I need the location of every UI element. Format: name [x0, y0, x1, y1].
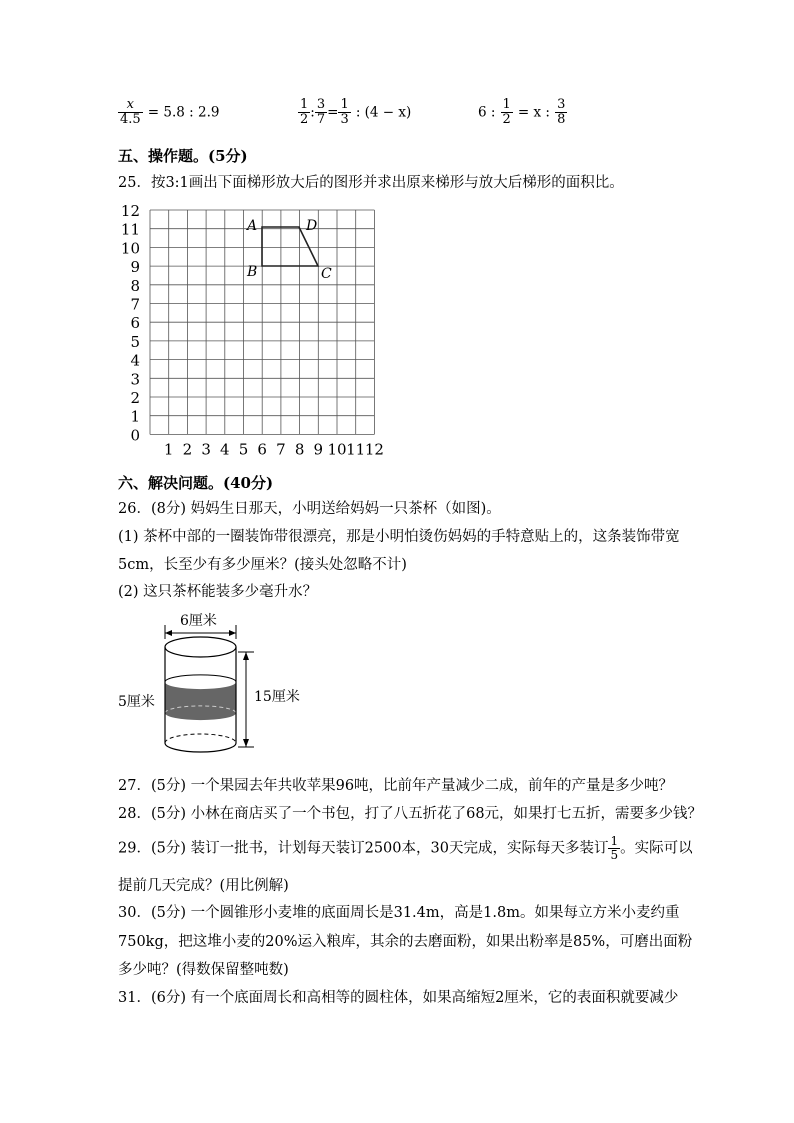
question-26-line4: (2) 这只茶杯能装多少毫升水？ [118, 584, 318, 600]
x-tick-label: 3 [201, 440, 211, 459]
question-26-line1: 26．(8分) 妈妈生日那天，小明送给妈妈一只茶杯（如图)。 [118, 501, 501, 517]
section-5-heading: 五、操作题。(5分) [118, 147, 248, 165]
y-tick-label: 4 [130, 351, 140, 370]
x-tick-label: 2 [182, 440, 193, 459]
question-29-line1: 29．(5分) 装订一批书，计划每天装订2500本，30天完成，实际每天多装订 $\frac{1}{5}$ 。实际可以 [118, 834, 693, 862]
y-tick-label: 5 [130, 332, 140, 351]
section-6-heading: 六、解决问题。(40分) [118, 474, 274, 492]
x-tick-label: 1 [163, 440, 174, 459]
question-26-line2: (1) 茶杯中部的一圈装饰带很漂亮，那是小明怕烫伤妈妈的手特意贴上的，这条装饰带宽 [118, 529, 680, 545]
question-27: 27．(5分) 一个果园去年共收苹果96吨，比前年产量减少二成，前年的产量是多少吨？ [118, 778, 674, 794]
equation-rest: = 5.8 : 2.9 [147, 104, 220, 121]
x-tick-label: 8 [294, 440, 305, 459]
y-tick-label: 1 [130, 407, 140, 426]
x-tick-label: 7 [276, 440, 286, 459]
cup-height-label: 15厘米 [254, 689, 300, 705]
y-tick-label: 10 [120, 239, 140, 258]
question-30-line1: 30．(5分) 一个圆锥形小麦堆的底面周长是31.4m，高是1.8m。如果每立方米小麦约重 [118, 905, 680, 921]
coordinate-grid [118, 198, 398, 463]
question-28: 28．(5分) 小林在商店买了一个书包，打了八五折花了68元，如果打七五折，需要多少钱？ [118, 806, 703, 822]
question-30-line3: 多少吨？(得数保留整吨数) [118, 962, 289, 978]
x-tick-label: 11 [346, 440, 366, 459]
y-tick-label: 3 [130, 370, 140, 389]
equation-3: 6 : $\frac{1}{2}$ = x : $\frac{3}{8}$ [478, 97, 566, 127]
question-30-line2: 750kg，把这堆小麦的20%运入粮库，其余的去磨面粉，如果出粉率是85%，可磨出面粉 [118, 934, 693, 950]
x-tick-label: 10 [327, 440, 347, 459]
x-tick-label: 5 [238, 440, 249, 459]
cup-width-label: 6厘米 [180, 613, 217, 629]
band-width-label: 5厘米 [118, 694, 155, 710]
y-tick-label: 2 [130, 389, 140, 407]
point-a-label: A [247, 218, 258, 234]
decor-band [165, 682, 236, 720]
y-tick-label: 11 [120, 220, 140, 239]
x-tick-label: 12 [364, 440, 384, 459]
question-31: 31．(6分) 有一个底面周长和高相等的圆柱体，如果高缩短2厘米，它的表面积就要减少 [118, 990, 679, 1006]
fraction: $\frac{1}{5}$ [610, 834, 619, 862]
x-tick-label: 4 [220, 440, 230, 459]
point-d-label: D [306, 218, 318, 234]
fraction: $\frac{x}{4.5}$ [120, 97, 141, 127]
y-tick-label: 12 [120, 202, 140, 220]
equation-1 [118, 98, 219, 127]
y-tick-label: 0 [130, 426, 140, 445]
point-b-label: B [247, 264, 258, 280]
cup-figure [112, 605, 312, 765]
equation-2: $\frac{1}{2}$ : $\frac{3}{7}$ = $\frac{1}{3}$ : (4 − x) [300, 97, 412, 127]
question-26-line3: 5cm，长至少有多少厘米？(接头处忽略不计) [118, 557, 407, 573]
question-29-line2: 提前几天完成？(用比例解) [118, 878, 289, 894]
x-tick-label: 6 [257, 440, 267, 459]
y-tick-label: 9 [130, 258, 140, 277]
question-25: 25．按3:1画出下面梯形放大后的图形并求出原来梯形与放大后梯形的面积比。 [118, 175, 624, 191]
y-tick-label: 8 [130, 276, 140, 295]
x-tick-label: 9 [313, 440, 324, 459]
cup-top [165, 637, 236, 657]
y-tick-label: 6 [130, 314, 140, 333]
point-c-label: C [321, 266, 332, 282]
y-tick-label: 7 [130, 295, 140, 314]
